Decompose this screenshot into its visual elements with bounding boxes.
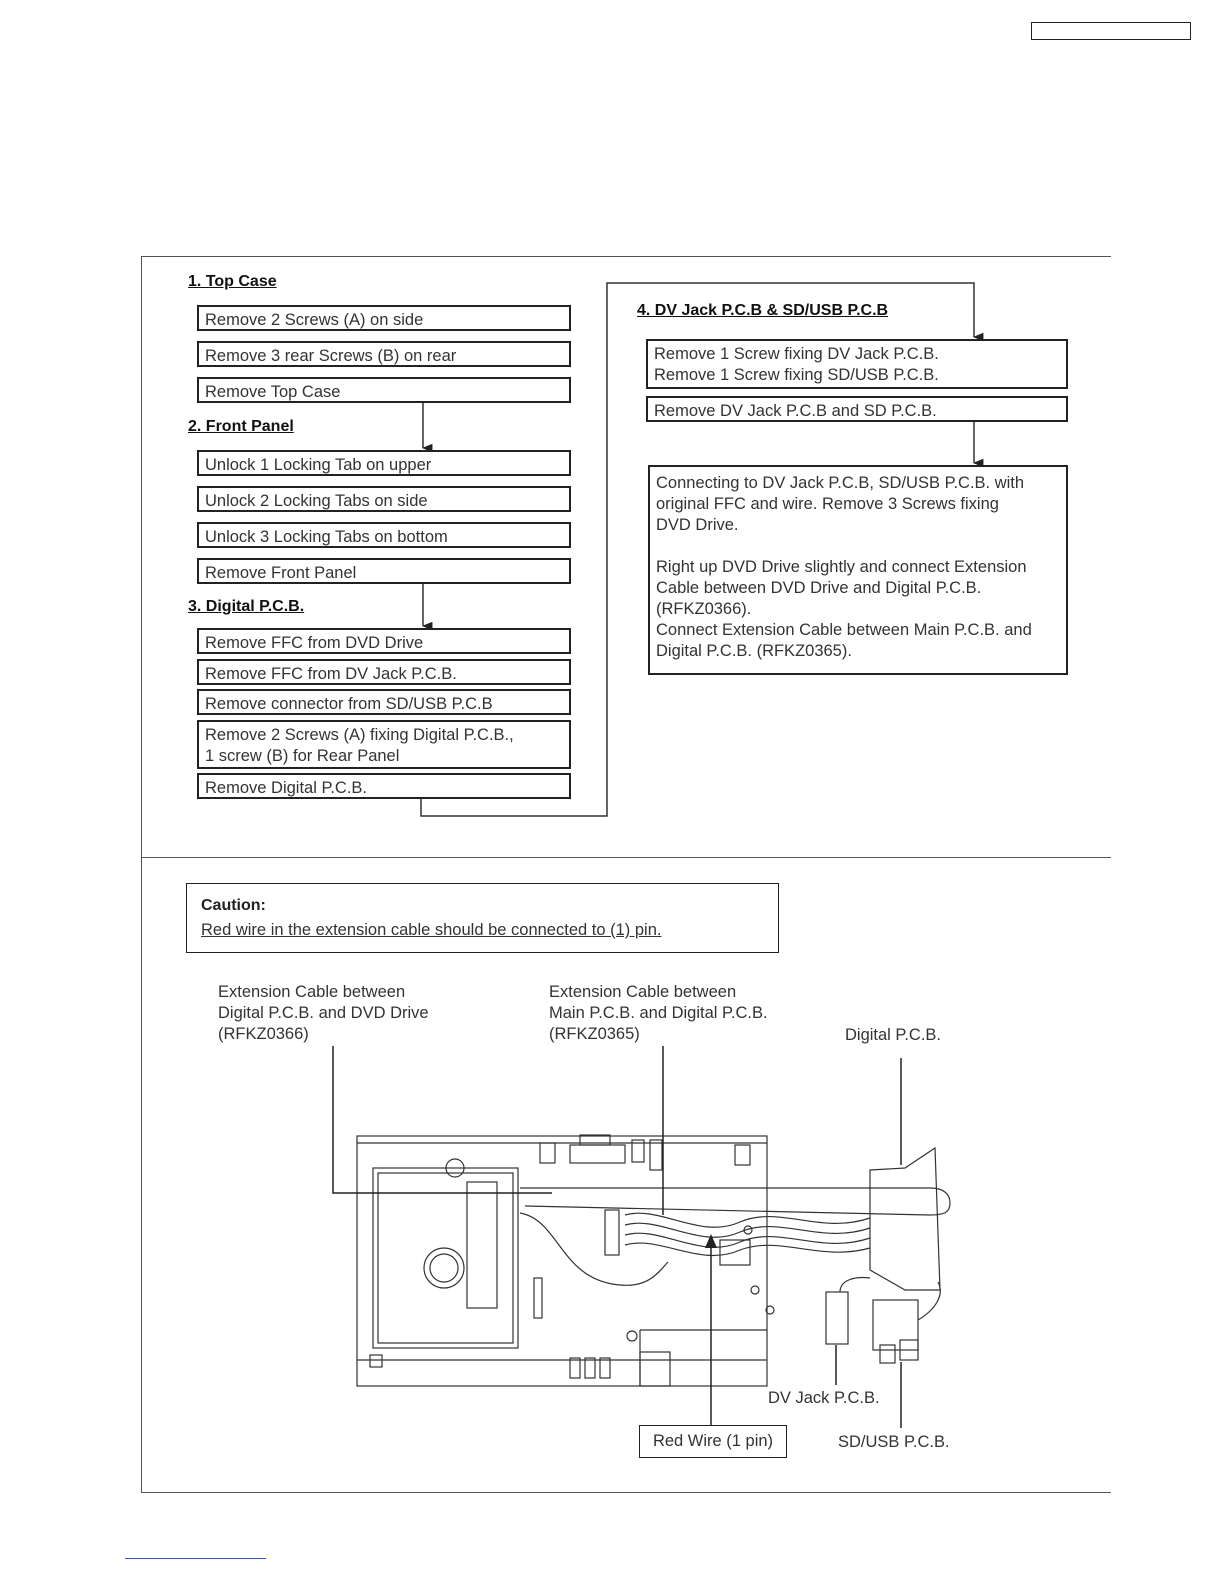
step-title-top-case: 1. Top Case <box>188 273 277 290</box>
step-remove-dv-screws: Remove 1 Screw fixing DV Jack P.C.B. Remove 1 Screw fixing SD/USB P.C.B. <box>646 339 1068 389</box>
label-extension-cable-rfkz0365: Extension Cable between Main P.C.B. and Digital P.C.B. (RFKZ0365) <box>549 983 768 1043</box>
label-digital-pcb: Digital P.C.B. <box>845 1026 941 1044</box>
step-remove-front-panel: Remove Front Panel <box>197 558 571 584</box>
step-title-digital-pcb: 3. Digital P.C.B. <box>188 598 305 615</box>
step-remove-ffc-dvjack: Remove FFC from DV Jack P.C.B. <box>197 659 571 685</box>
caution-text: Red wire in the extension cable should be connected to (1) pin. <box>201 921 662 939</box>
step-remove-digital-pcb: Remove Digital P.C.B. <box>197 773 571 799</box>
leader-rfkz0366 <box>333 1046 552 1193</box>
sd-usb-board <box>873 1300 918 1350</box>
step-remove-digital-screws: Remove 2 Screws (A) fixing Digital P.C.B., 1 screw (B) for Rear Panel <box>197 720 571 769</box>
step-remove-dv-sd-pcb: Remove DV Jack P.C.B and SD P.C.B. <box>646 396 1068 422</box>
step-unlock-upper-tab: Unlock 1 Locking Tab on upper <box>197 450 571 476</box>
label-dv-jack-pcb: DV Jack P.C.B. <box>768 1389 880 1407</box>
label-red-wire: Red Wire (1 pin) <box>639 1425 787 1458</box>
step-remove-top-case: Remove Top Case <box>197 377 571 403</box>
step-title-front-panel: 2. Front Panel <box>188 418 294 435</box>
step-title-dv-jack: 4. DV Jack P.C.B & SD/USB P.C.B <box>637 302 889 319</box>
step-remove-side-screws: Remove 2 Screws (A) on side <box>197 305 571 331</box>
dv-jack-board <box>826 1292 848 1344</box>
label-sd-usb-pcb: SD/USB P.C.B. <box>838 1433 950 1451</box>
reassembly-note: Connecting to DV Jack P.C.B, SD/USB P.C.B. with original FFC and wire. Remove 3 Screws fixing DVD Drive. Right up DVD Drive slightly and connect Extension Cable between DVD Drive and Digital P.C.B. (RFKZ0366). Connect Extension Cable between Main P.C.B. and Digital P.C.B. (RFKZ0365). <box>648 465 1068 675</box>
label-extension-cable-rfkz0366: Extension Cable between Digital P.C.B. and DVD Drive (RFKZ0366) <box>218 983 429 1043</box>
step-remove-connector-sdusb: Remove connector from SD/USB P.C.B <box>197 689 571 715</box>
step-unlock-bottom-tabs: Unlock 3 Locking Tabs on bottom <box>197 522 571 548</box>
step-unlock-side-tabs: Unlock 2 Locking Tabs on side <box>197 486 571 512</box>
step-remove-rear-screws: Remove 3 rear Screws (B) on rear <box>197 341 571 367</box>
dvd-drive <box>373 1168 518 1348</box>
caution-title: Caution: <box>201 897 266 914</box>
step-remove-ffc-dvd: Remove FFC from DVD Drive <box>197 628 571 654</box>
footer-link-rule <box>125 1558 266 1559</box>
